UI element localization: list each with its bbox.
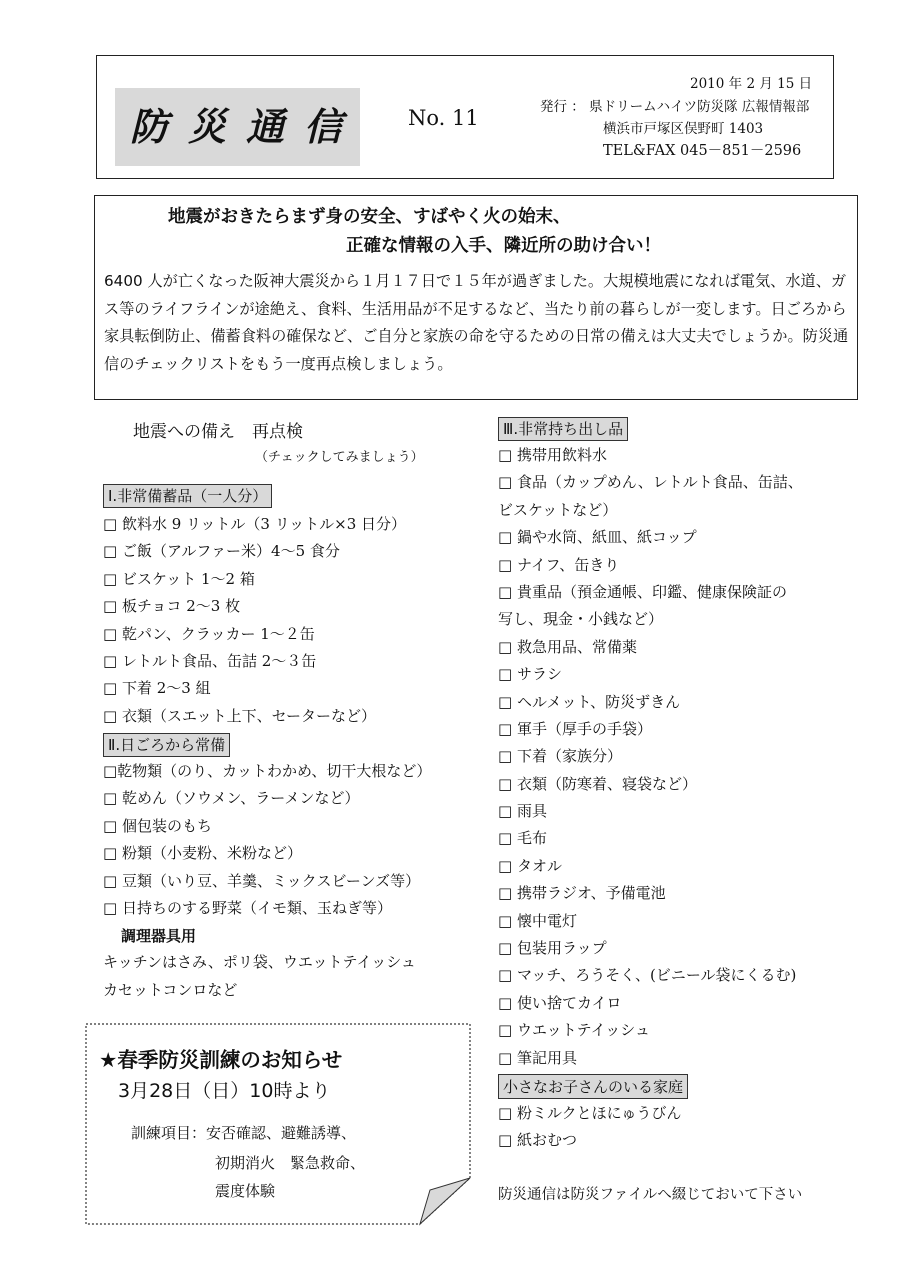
checklist-item[interactable]: □ 粉類（小麦粉、米粉など） [103, 844, 302, 863]
checklist-item[interactable]: □ ウエットテイッシュ [498, 1021, 650, 1040]
checklist-item[interactable]: □ 使い捨てカイロ [498, 993, 622, 1012]
notice-line-2: 初期消火 緊急救命、 [215, 1154, 366, 1172]
headline-line-1: 地震がおきたらまず身の安全、すばやく火の始末、 [168, 207, 571, 227]
checklist-item[interactable]: □ 下着（家族分） [498, 747, 622, 766]
checklist-item[interactable]: □ 毛布 [498, 829, 547, 848]
cooking-line-1: キッチンはさみ、ポリ袋、ウエットテイッシュ [103, 953, 416, 971]
checklist-item-continued: ビスケットなど） [498, 500, 618, 519]
checklist-item[interactable]: □ 貴重品（預金通帳、印鑑、健康保険証の [498, 582, 787, 601]
checklist-item[interactable]: □ 鍋や水筒、紙皿、紙コップ [498, 528, 697, 547]
checklist-item[interactable]: □ 雨具 [498, 802, 547, 821]
checklist-item[interactable]: □乾物類（のり、カットわかめ、切干大根など） [103, 762, 432, 780]
notice-line-1: 訓練項目：安否確認、避難誘導、 [131, 1124, 357, 1142]
cooking-heading: 調理器具用 [121, 927, 197, 945]
issue-number: No. 11 [408, 106, 479, 130]
intro-paragraph: 6400 人が亡くなった阪神大震災から１月１７日で１５年が過ぎました。大規模地震になれば電気、水道、ガス等のライフラインが途絶え、食料、生活用品が不足するなど、当たり前の暮らしが一変します。日ごろから家具転倒防止、備蓄食料の確保など、ご自分と家族の命を守るための日常の備えは大丈夫でしょうか。防災通信のチェックリストをもう一度再点検しましょう。 [104, 272, 849, 373]
checklist-item[interactable]: □ 板チョコ 2～3 枚 [103, 597, 241, 616]
section-1-heading: Ⅰ.非常備蓄品（一人分） [103, 484, 272, 508]
section-2-heading: Ⅱ.日ごろから常備 [103, 733, 230, 757]
checklist-item[interactable]: □ 救急用品、常備薬 [498, 637, 637, 656]
publisher-line: 発行 ： 県ドリームハイツ防災隊 広報情報部 [540, 99, 810, 115]
checklist-item[interactable]: □ 粉ミルクとほにゅうびん [498, 1104, 682, 1122]
checklist-item[interactable]: □ 筆記用具 [498, 1048, 577, 1067]
checklist-item[interactable]: □ 包装用ラップ [498, 939, 607, 958]
checklist-item[interactable]: □ 飲料水 9 リットル（3 リットル×3 日分） [103, 515, 407, 533]
notice-line-3: 震度体験 [215, 1182, 276, 1200]
checklist-title: 地震への備え 再点検 [133, 422, 303, 442]
checklist-item[interactable]: □ 衣類（スエット上下、セーターなど） [103, 706, 377, 725]
checklist-item[interactable]: □ マッチ、ろうそく、(ビニール袋にくるむ) [498, 966, 797, 985]
notice-title: ★春季防災訓練のお知らせ [99, 1048, 343, 1072]
checklist-item[interactable]: □ 下着 2～3 組 [103, 679, 211, 698]
checklist-item-continued: 写し、現金・小銭など） [498, 610, 664, 629]
checklist-item[interactable]: □ 軍手（厚手の手袋） [498, 719, 652, 738]
checklist-item[interactable]: □ 懐中電灯 [498, 911, 577, 930]
checklist-item[interactable]: □ 豆類（いり豆、羊羹、ミックスビーンズ等） [103, 871, 421, 890]
section-3-list [498, 445, 803, 1068]
issue-date: 2010 年 2 月 15 日 [690, 76, 813, 92]
notice-date: 3月28日（日）10時より [118, 1080, 331, 1102]
section-1-list [103, 514, 406, 726]
checklist-item[interactable]: □ 携帯用飲料水 [498, 446, 607, 464]
checklist-item[interactable]: □ レトルト食品、缶詰 2～３缶 [103, 651, 317, 670]
checklist-item[interactable]: □ 個包装のもち [103, 816, 212, 835]
checklist-item[interactable]: □ 乾めん（ソウメン、ラーメンなど） [103, 789, 360, 808]
checklist-item[interactable]: □ 紙おむつ [498, 1131, 577, 1150]
footer-note: 防災通信は防災ファイルへ綴じておいて下さい [498, 1187, 803, 1203]
section-3-heading: Ⅲ.非常持ち出し品 [498, 417, 628, 441]
checklist-item[interactable]: □ 日持ちのする野菜（イモ類、玉ねぎ等） [103, 898, 392, 917]
children-list [498, 1103, 681, 1150]
checklist-item[interactable]: □ ご飯（アルファー米）4～5 食分 [103, 542, 340, 561]
publisher-address: 横浜市戸塚区俣野町 1403 [603, 121, 764, 137]
publisher-tel: TEL&FAX 045－851－2596 [603, 143, 802, 159]
checklist-item[interactable]: □ サラシ [498, 665, 562, 684]
checklist-item[interactable]: □ 携帯ラジオ、予備電池 [498, 884, 666, 903]
headline-line-2: 正確な情報の入手、隣近所の助け合い！ [346, 236, 661, 256]
checklist-item[interactable]: □ 乾パン、クラッカー 1～２缶 [103, 624, 315, 643]
newsletter-title: 防災通信 [130, 105, 363, 149]
section-2-list [103, 761, 431, 918]
checklist-item[interactable]: □ ヘルメット、防災ずきん [498, 692, 681, 711]
children-heading: 小さなお子さんのいる家庭 [498, 1074, 688, 1099]
checklist-item[interactable]: □ タオル [498, 856, 562, 875]
checklist-item[interactable]: □ ナイフ、缶きり [498, 555, 620, 574]
checklist-item[interactable]: □ 食品（カップめん、レトルト食品、缶詰、 [498, 473, 803, 492]
cooking-line-2: カセットコンロなど [103, 981, 238, 999]
checklist-subtitle: （チェックしてみましょう） [255, 450, 424, 465]
checklist-item[interactable]: □ 衣類（防寒着、寝袋など） [498, 774, 697, 793]
checklist-item[interactable]: □ ビスケット 1～2 箱 [103, 569, 255, 588]
